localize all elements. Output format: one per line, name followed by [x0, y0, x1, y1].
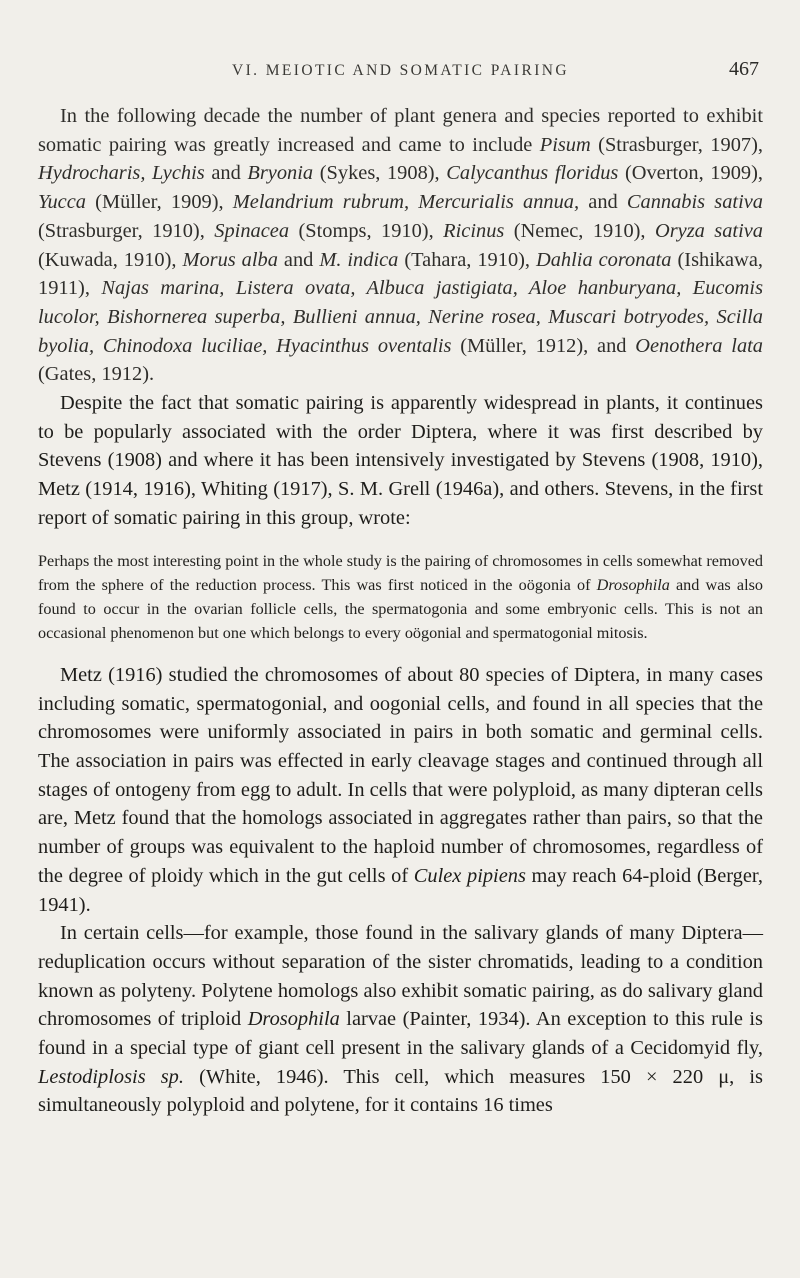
text-run: and	[579, 191, 627, 214]
text-run: may reach 64-ploid (Berger, 1941).	[38, 864, 763, 916]
italic-term: Dahlia coronata	[536, 248, 672, 271]
text-run: and was also found to occur in the ovarian follicle cells, the spermatogonia and some embryonic cells. This is not an occasional phenomenon but one which belongs to every oögonial and spermatogonial mitosis.	[38, 575, 763, 642]
text-run: (Sykes, 1908),	[313, 162, 447, 185]
italic-term: Calycanthus floridus	[446, 162, 619, 185]
paragraph-polyteny	[38, 919, 763, 1120]
running-head-title: VI. MEIOTIC AND SOMATIC PAIRING	[232, 62, 569, 79]
text-run: In the following decade the number of plant genera and species reported to exhibit somatic pairing was greatly increased and came to include	[38, 105, 763, 156]
text-run: (Overton, 1909),	[618, 162, 763, 185]
text-run: (Strasburger, 1907),	[590, 133, 763, 156]
body-after-quote	[38, 661, 763, 1120]
text-run: (Ishikawa, 1911),	[38, 248, 763, 300]
page-number: 467	[729, 58, 759, 80]
text-run: (Gates, 1912).	[38, 363, 155, 386]
italic-term: Drosophila	[596, 575, 670, 594]
italic-term: Hydrocharis, Lychis	[38, 162, 205, 185]
paragraph-diptera-association	[38, 389, 763, 533]
text-run: (Nemec, 1910),	[504, 219, 655, 242]
text-run: (White, 1946). This cell, which measures 150 × 220 μ, is simultaneously polyploid and polytene, for it contains 16 times	[38, 1065, 763, 1117]
italic-term: Cannabis sativa	[626, 191, 764, 214]
text-run: and	[277, 248, 320, 271]
text-run: (Tahara, 1910),	[398, 248, 537, 271]
italic-term: Oenothera lata	[635, 334, 763, 357]
italic-term: Najas marina, Listera ovata, Albuca jastigiata, Aloe hanburyana, Eucomis lucolor, Bishornerea superba, Bullieni annua, Nerine rosea, Muscari botryodes, Scilla byolia, Chinodoxa luciliae, Hyacinthus oventalis	[38, 277, 764, 357]
italic-term: Drosophila	[247, 1008, 340, 1031]
italic-term: Ricinus	[443, 219, 505, 242]
italic-term: Spinacea	[214, 219, 290, 242]
text-run: (Müller, 1909),	[85, 191, 233, 214]
book-page	[38, 58, 763, 1120]
stevens-quote	[38, 549, 763, 645]
italic-term: Morus alba	[182, 248, 278, 271]
italic-term: Lestodiplosis sp.	[38, 1065, 184, 1088]
text-run: larvae (Painter, 1934). An exception to this rule is found in a special type of giant cell present in the salivary glands of a Cecidomyid fly,	[38, 1008, 763, 1060]
text-run: (Strasburger, 1910),	[38, 219, 215, 242]
paragraph-metz-study	[38, 661, 763, 919]
paragraph-plant-genera	[38, 102, 763, 389]
italic-term: Bryonia	[247, 162, 314, 185]
text-run: and	[204, 162, 248, 185]
text-run: (Müller, 1912), and	[451, 334, 636, 357]
running-head	[38, 58, 763, 92]
italic-term: M. indica	[319, 248, 399, 271]
text-run: Perhaps the most interesting point in the whole study is the pairing of chromosomes in cells somewhat removed from the sphere of the reduction process. This was first noticed in the oögonia of	[38, 551, 763, 594]
text-run: Despite the fact that somatic pairing is apparently widespread in plants, it continues to be popularly associated with the order Diptera, where it was first described by Stevens (1908) and where it has been intensively investigated by Stevens (1908, 1910), Metz (1914, 1916), Whiting (1917), S. M. Grell (1946a), and others. Stevens, in the first report of somatic pairing in this group, wrote:	[38, 392, 763, 529]
text-run: (Stomps, 1910),	[289, 219, 444, 242]
italic-term: Yucca	[38, 191, 86, 214]
italic-term: Melandrium rubrum, Mercurialis annua,	[232, 191, 580, 214]
italic-term: Culex pipiens	[413, 864, 526, 887]
text-run: (Kuwada, 1910),	[38, 248, 183, 271]
italic-term: Oryza sativa	[654, 219, 763, 242]
text-run: Metz (1916) studied the chromosomes of about 80 species of Diptera, in many cases including somatic, spermatogonial, and oogonial cells, and found in all species that the chromosomes were uniformly associated in pairs in both somatic and germinal cells. The association in pairs was effected in early cleavage stages and continued through all stages of ontogeny from egg to adult. In cells that were polyploid, as many dipteran cells are, Metz found that the homologs associated in aggregates rather than pairs, so that the number of groups was equivalent to the haploid number of chromosomes, regardless of the degree of ploidy which in the gut cells of	[38, 663, 763, 887]
text-run: In certain cells—for example, those found in the salivary glands of many Diptera—reduplication occurs without separation of the sister chromatids, leading to a condition known as polyteny. Polytene homologs also exhibit somatic pairing, as do salivary gland chromosomes of triploid	[38, 922, 763, 1031]
italic-term: Pisum	[539, 133, 591, 156]
